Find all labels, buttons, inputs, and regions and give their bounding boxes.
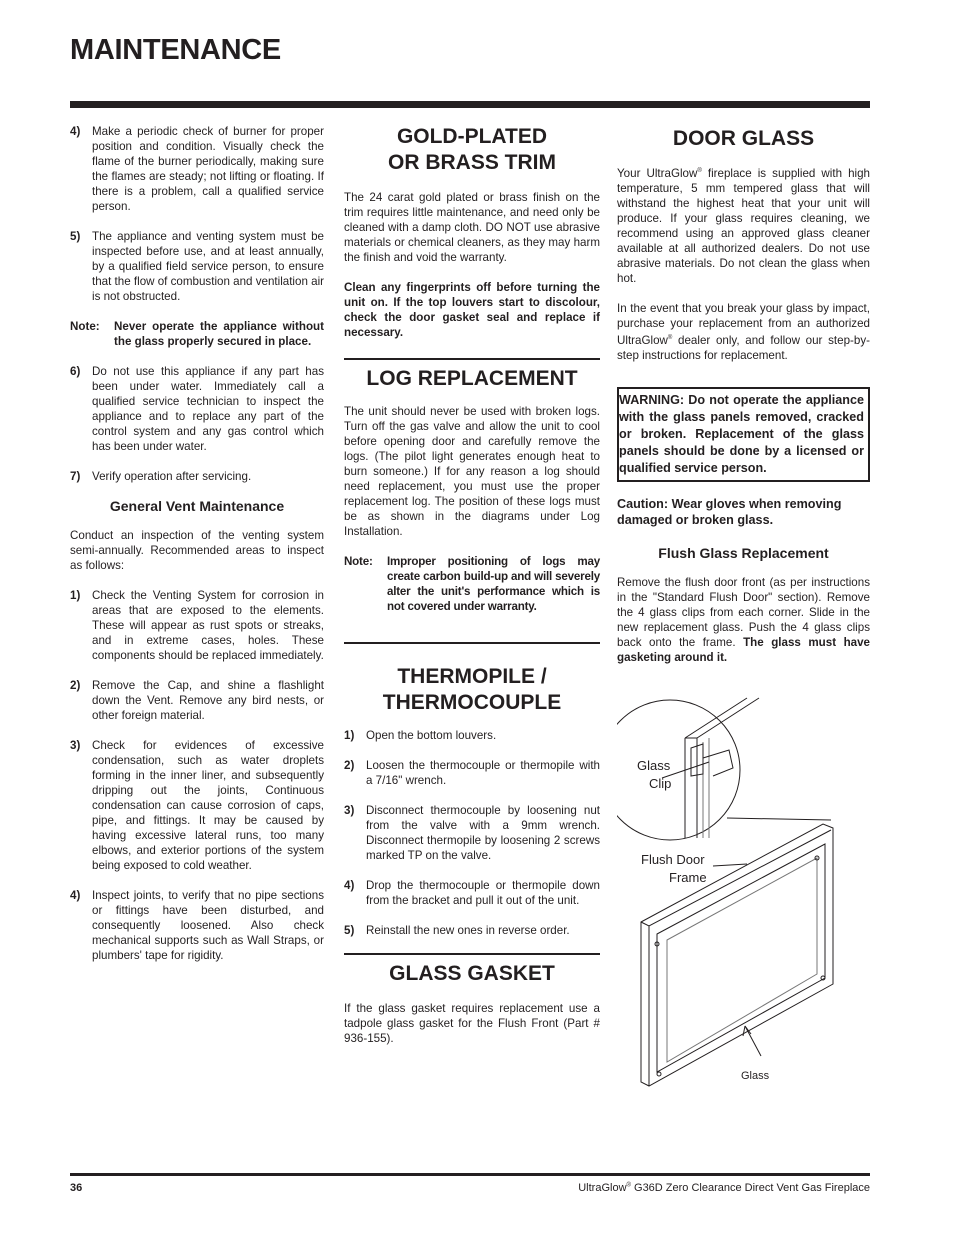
text-fragment: In the event that you break your glass by impact, purchase your replacement from an authorized UltraGlow (617, 301, 870, 347)
log-replacement-heading: LOG REPLACEMENT (366, 367, 578, 390)
door-glass-text (617, 301, 870, 363)
glass-clip-diagram (617, 688, 870, 1088)
text-fragment: Remove the flush door front (as per instructions in the "Standard Flush Door" section). Remove the 4 glass clips from each corner. Slide in the new replacement glass. Push the 4 glass clips back onto the frame. (617, 575, 870, 649)
gold-trim-text: The 24 carat gold plated or brass finish on the trim requires little maintenance, and need only be cleaned with a damp cloth. DO NOT use abrasive materials or chemical cleaners, as they may harm the finish and void the warranty. (344, 191, 600, 264)
item-text: Disconnect thermocouple by loosening nut from the valve with a 9mm wrench. Disconnect thermopile by loosening 2 screws marked TP on the valve. (366, 804, 600, 862)
warning-box: WARNING: Do not operate the appliance with the glass panels removed, cracked or broken. Replacement of the glass panels should be done by a licensed or qualified service person. (617, 387, 870, 482)
glass-leader (745, 1026, 761, 1056)
item-number: 1) (344, 729, 355, 742)
frame-label-1: Flush Door (641, 852, 705, 867)
text-fragment: Your UltraGlow (617, 166, 698, 180)
list-item (70, 588, 324, 663)
clip-label-1: Glass (637, 758, 671, 773)
list-item (344, 803, 600, 863)
item-number: 6) (70, 365, 81, 378)
page-number: 36 (70, 1182, 83, 1194)
glass-edge (703, 738, 709, 838)
frame-leader (713, 864, 747, 866)
note-text: Improper positioning of logs may create carbon build-up and will severely alter the unit's performance which is not covered under warranty. (387, 555, 600, 613)
list-item (70, 678, 324, 723)
column-right (617, 124, 870, 680)
item-number: 2) (70, 679, 81, 692)
note-text: Never operate the appliance without the glass properly secured in place. (114, 320, 324, 348)
item-text: Remove the Cap, and shine a flashlight down the Vent. Remove any bird nests, or other foreign material. (92, 679, 324, 722)
text-fragment: dealer only, and follow our step-by-step instructions for replacement. (617, 333, 870, 362)
heading-line: OR BRASS TRIM (388, 151, 556, 174)
door-glass-heading: DOOR GLASS (672, 127, 815, 150)
zoom-line (727, 818, 831, 820)
heading-line: GOLD-PLATED (396, 125, 548, 148)
glass-gasket-heading: GLASS GASKET (389, 962, 555, 985)
footer-rule (70, 1173, 870, 1176)
glass-gasket-text: If the glass gasket requires replacement use a tadpole glass gasket for the Flush Front (Part # 936-155). (344, 1002, 600, 1045)
thermopile-heading (344, 664, 600, 716)
flush-glass-heading: Flush Glass Replacement (658, 544, 829, 561)
magnify-circle (617, 700, 740, 840)
column-left (70, 124, 324, 978)
caution-text: Caution: Wear gloves when removing damaged or broken glass. (617, 496, 842, 527)
gold-trim-heading (344, 124, 600, 176)
log-note (344, 554, 600, 614)
footer-title: G36D Zero Clearance Direct Vent Gas Fireplace (630, 1182, 870, 1194)
glass-label: Glass (741, 1070, 770, 1082)
item-text: Verify operation after servicing. (92, 470, 252, 483)
item-text: Loosen the thermocouple or thermopile with a 7/16" wrench. (366, 759, 600, 787)
list-item (70, 469, 324, 484)
registered-mark: ® (626, 1182, 631, 1189)
list-item (344, 728, 600, 743)
list-item (344, 758, 600, 788)
item-number: 4) (344, 879, 355, 892)
vent-maintenance-heading: General Vent Maintenance (109, 498, 285, 514)
item-text: Open the bottom louvers. (366, 729, 497, 742)
list-item (70, 229, 324, 304)
gold-trim-bold-text: Clean any fingerprints off before turning the unit on. If the top louvers start to discolour, check the door gasket seal and replace if necessary. (344, 281, 600, 339)
page-title: MAINTENANCE (70, 34, 281, 66)
list-item (70, 124, 324, 214)
column-middle (344, 124, 600, 1061)
item-text: The appliance and venting system must be inspected before use, and at least annually, by a qualified field service person, to ensure that the flow of combustion and ventilation air is not obstructed. (92, 230, 325, 303)
item-number: 5) (70, 230, 81, 243)
section-rule (344, 642, 600, 644)
item-number: 4) (70, 125, 81, 138)
item-text: Check the Venting System for corrosion in areas that are exposed to the elements. These will appear as rust spots or streaks, and in extreme cases, holes. These components should be replaced immediately. (92, 589, 324, 662)
glass-note (70, 319, 324, 349)
item-text: Inspect joints, to verify that no pipe sections or fittings have been disturbed, and consequently loosened. Also check mechanical supports such as Wall Straps, or plumbers' tape for rigidity. (92, 889, 324, 962)
item-number: 3) (344, 804, 355, 817)
header-rule (70, 101, 870, 108)
item-text: Drop the thermocouple or thermopile down from the bracket and pull it out of the unit. (366, 879, 600, 907)
registered-mark: ® (667, 334, 673, 341)
item-text: Make a periodic check of burner for proper position and condition. Visually check the flame of the burner periodically, making sure the flames are steady; not lifting or floating. If there is a problem, call a qualified service person. (92, 125, 324, 213)
section-rule (344, 358, 600, 360)
list-item (70, 888, 324, 963)
item-text: Check for evidences of excessive condensation, such as water droplets forming in the inner liner, and subsequently dripping out the joints, Continuous condensation can cause corrosion of caps, pipe, and fittings. It may be caused by having excessive lateral runs, too many elbows, and exterior portions of the system being exposed to cold weather. (92, 739, 324, 872)
section-rule (344, 953, 600, 955)
item-text: Reinstall the new ones in reverse order. (366, 924, 570, 937)
frame-inner-edge (641, 830, 831, 1086)
door-glass-text (617, 164, 870, 286)
note-label: Note: (70, 320, 100, 333)
clip-dot (657, 1072, 661, 1076)
flush-glass-text (617, 575, 870, 665)
clip-label-2: Clip (649, 776, 672, 791)
text-fragment: fireplace is supplied with high temperature, 5 mm tempered glass that will withstand the highest heat that your unit will produce. If your glass requires cleaning, we recommend using an approved glass cleaner available at all authorized dealers. Do not use abrasive materials. Do not clean the glass when hot. (617, 166, 870, 285)
list-item (344, 923, 600, 938)
vent-intro: Conduct an inspection of the venting system semi-annually. Recommended areas to inspect as follows: (70, 529, 324, 572)
heading-line: THERMOCOUPLE (382, 691, 562, 714)
heading-line: THERMOPILE / (397, 665, 547, 688)
item-number: 1) (70, 589, 81, 602)
item-number: 5) (344, 924, 355, 937)
footer-text (578, 1182, 870, 1194)
note-label: Note: (344, 555, 373, 568)
list-item (70, 364, 324, 454)
item-number: 7) (70, 470, 81, 483)
list-item (344, 878, 600, 908)
log-replacement-text: The unit should never be used with broken logs. Turn off the gas valve and allow the unit to cool before opening door and carefully remove the logs. (The pilot light generates enough heat to burn someone.) If for any reason a log should need replacement, you must use the proper replacement log. The position of these logs must be as shown in the diagrams under Log Installation. (344, 405, 600, 538)
text-fragment: The glass must have gasketing around it. (617, 635, 870, 664)
item-number: 3) (70, 739, 81, 752)
registered-mark: ® (697, 168, 702, 174)
footer-brand: UltraGlow (578, 1182, 627, 1194)
item-number: 4) (70, 889, 81, 902)
item-text: Do not use this appliance if any part has been under water. Immediately call a qualified service technician to inspect the appliance and to replace any part of the control system and any gas control which has been under water. (92, 365, 324, 453)
frame-label-2: Frame (669, 870, 707, 885)
item-number: 2) (344, 759, 355, 772)
list-item (70, 738, 324, 873)
